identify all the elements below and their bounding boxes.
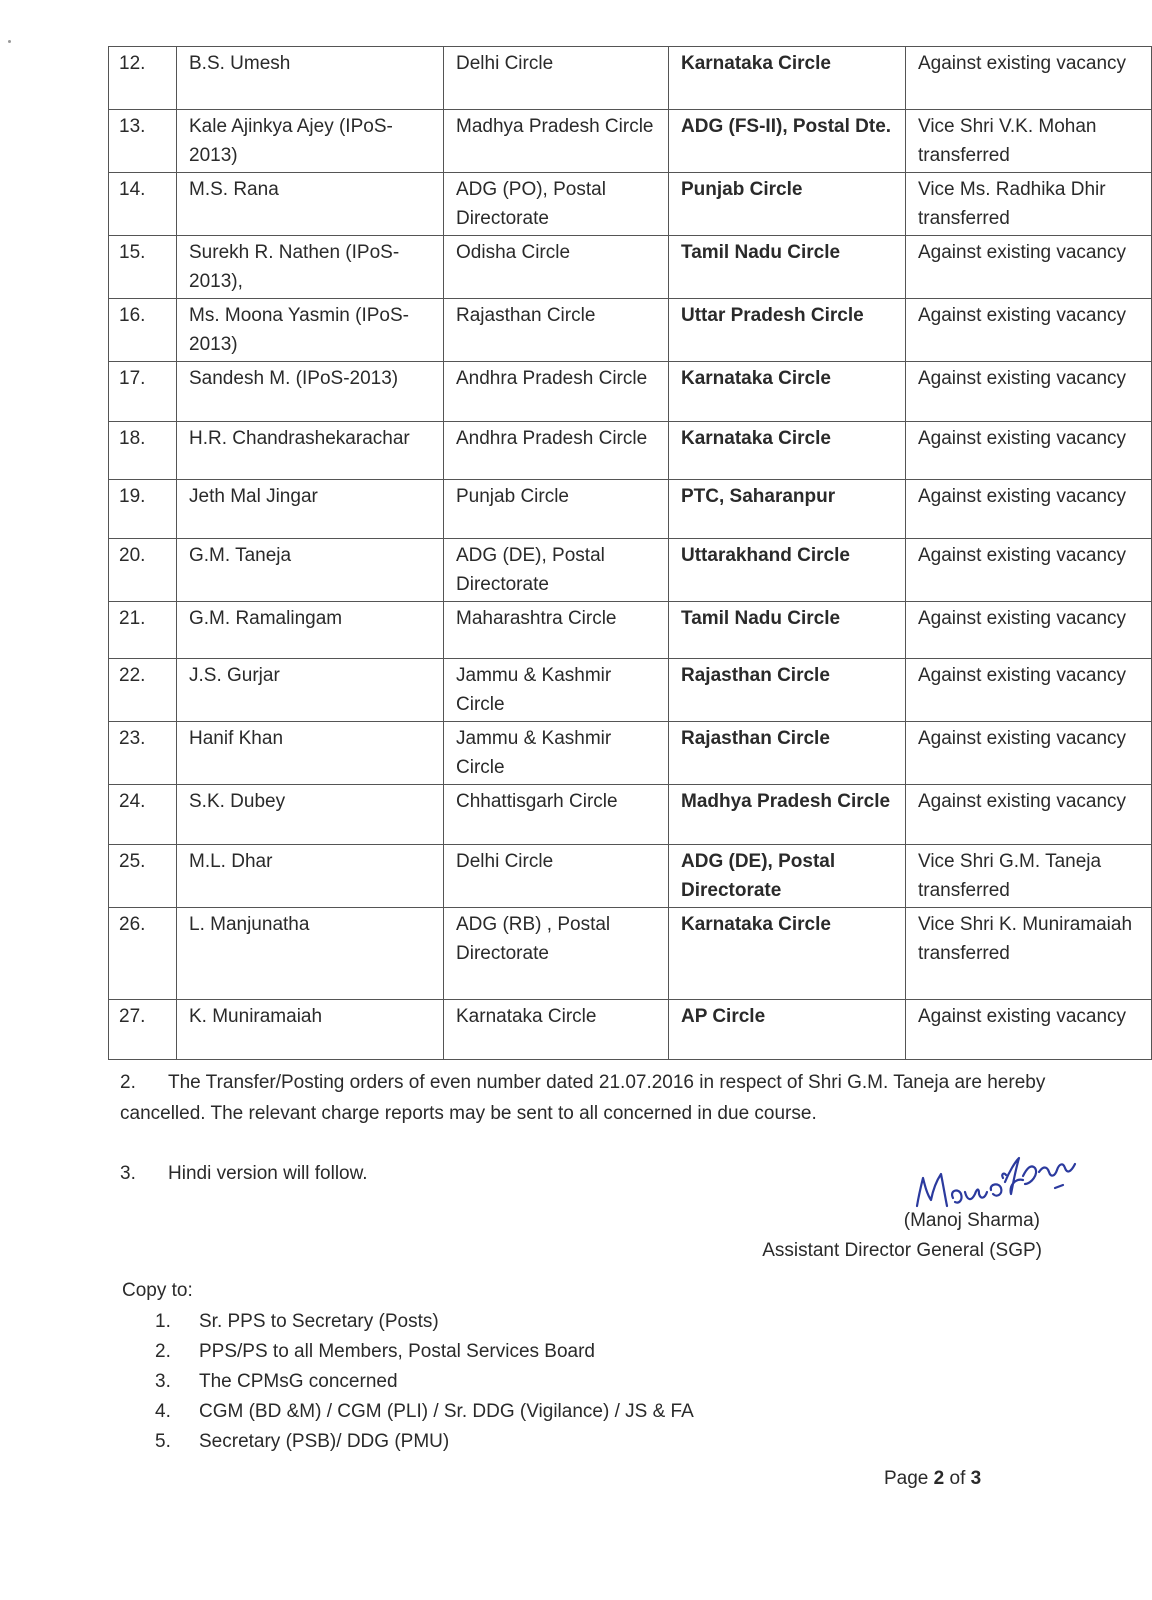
copy-to-number: 4. [155, 1401, 171, 1422]
table-row [109, 602, 1152, 659]
remarks-cell: Against existing vacancy [906, 722, 1152, 785]
officer-name-cell: G.M. Ramalingam [177, 602, 444, 659]
posted-to-cell: ADG (DE), Postal Directorate [669, 845, 906, 908]
from-circle-cell: ADG (PO), Postal Directorate [444, 173, 669, 236]
officer-name-cell: Hanif Khan [177, 722, 444, 785]
copy-to-item [155, 1427, 694, 1457]
posted-to-cell: AP Circle [669, 1000, 906, 1060]
copy-to-number: 5. [155, 1431, 171, 1452]
from-circle-cell: Rajasthan Circle [444, 299, 669, 362]
table-row [109, 539, 1152, 602]
page-label: Page [884, 1468, 934, 1489]
serial-number-cell: 27. [109, 1000, 177, 1060]
from-circle-cell: Jammu & Kashmir Circle [444, 722, 669, 785]
serial-number-cell: 25. [109, 845, 177, 908]
paragraph-number: 3. [120, 1163, 136, 1184]
serial-number-cell: 19. [109, 480, 177, 539]
serial-number-cell: 22. [109, 659, 177, 722]
signer-title: Assistant Director General (SGP) [762, 1240, 1042, 1261]
posted-to-cell: Punjab Circle [669, 173, 906, 236]
table-row [109, 845, 1152, 908]
officer-name-cell: L. Manjunatha [177, 908, 444, 1000]
remarks-cell: Vice Shri K. Muniramaiah transferred [906, 908, 1152, 1000]
copy-to-item [155, 1367, 694, 1397]
posted-to-cell: ADG (FS-II), Postal Dte. [669, 110, 906, 173]
officer-name-cell: G.M. Taneja [177, 539, 444, 602]
transfer-table [108, 46, 1152, 1060]
serial-number-cell: 21. [109, 602, 177, 659]
from-circle-cell: Maharashtra Circle [444, 602, 669, 659]
serial-number-cell: 26. [109, 908, 177, 1000]
from-circle-cell: ADG (RB) , Postal Directorate [444, 908, 669, 1000]
table-row [109, 173, 1152, 236]
officer-name-cell: S.K. Dubey [177, 785, 444, 845]
from-circle-cell: Andhra Pradesh Circle [444, 422, 669, 480]
paragraph-text: Hindi version will follow. [168, 1163, 368, 1184]
officer-name-cell: J.S. Gurjar [177, 659, 444, 722]
copy-to-item [155, 1307, 694, 1337]
officer-name-cell: Kale Ajinkya Ajey (IPoS-2013) [177, 110, 444, 173]
posted-to-cell: Madhya Pradesh Circle [669, 785, 906, 845]
remarks-cell: Against existing vacancy [906, 659, 1152, 722]
serial-number-cell: 14. [109, 173, 177, 236]
paragraph-2 [120, 1067, 1050, 1129]
from-circle-cell: Punjab Circle [444, 480, 669, 539]
copy-to-number: 3. [155, 1371, 171, 1392]
remarks-cell: Against existing vacancy [906, 539, 1152, 602]
serial-number-cell: 13. [109, 110, 177, 173]
copy-to-number: 1. [155, 1311, 171, 1332]
remarks-cell: Against existing vacancy [906, 236, 1152, 299]
table-row [109, 722, 1152, 785]
from-circle-cell: Delhi Circle [444, 47, 669, 110]
remarks-cell: Vice Shri V.K. Mohan transferred [906, 110, 1152, 173]
signer-name: (Manoj Sharma) [903, 1210, 1040, 1231]
remarks-cell: Vice Ms. Radhika Dhir transferred [906, 173, 1152, 236]
table-row [109, 1000, 1152, 1060]
copy-to-text: CGM (BD &M) / CGM (PLI) / Sr. DDG (Vigilance) / JS & FA [199, 1401, 694, 1422]
table-row [109, 299, 1152, 362]
copy-to-list [155, 1307, 694, 1457]
serial-number-cell: 24. [109, 785, 177, 845]
remarks-cell: Against existing vacancy [906, 1000, 1152, 1060]
copy-to-text: Sr. PPS to Secretary (Posts) [199, 1311, 439, 1332]
table-row [109, 659, 1152, 722]
table-row [109, 908, 1152, 1000]
handwritten-signature [905, 1128, 1085, 1223]
posted-to-cell: Karnataka Circle [669, 908, 906, 1000]
serial-number-cell: 18. [109, 422, 177, 480]
posted-to-cell: Rajasthan Circle [669, 722, 906, 785]
remarks-cell: Against existing vacancy [906, 47, 1152, 110]
copy-to-text: The CPMsG concerned [199, 1371, 398, 1392]
copy-to-text: PPS/PS to all Members, Postal Services Board [199, 1341, 595, 1362]
serial-number-cell: 23. [109, 722, 177, 785]
table-row [109, 110, 1152, 173]
serial-number-cell: 16. [109, 299, 177, 362]
scan-mark [8, 40, 11, 43]
table-row [109, 47, 1152, 110]
officer-name-cell: M.S. Rana [177, 173, 444, 236]
officer-name-cell: Sandesh M. (IPoS-2013) [177, 362, 444, 422]
posted-to-cell: PTC, Saharanpur [669, 480, 906, 539]
copy-to-item [155, 1337, 694, 1367]
table-row [109, 236, 1152, 299]
remarks-cell: Against existing vacancy [906, 602, 1152, 659]
paragraph-text: The Transfer/Posting orders of even number dated 21.07.2016 in respect of Shri G.M. Taneja are hereby cancelled. The relevant charge reports may be sent to all concerned in due course. [120, 1072, 1046, 1124]
from-circle-cell: ADG (DE), Postal Directorate [444, 539, 669, 602]
from-circle-cell: Delhi Circle [444, 845, 669, 908]
paragraph-3 [120, 1158, 720, 1189]
table-row [109, 422, 1152, 480]
page-number [884, 1468, 981, 1490]
table-row [109, 480, 1152, 539]
from-circle-cell: Andhra Pradesh Circle [444, 362, 669, 422]
page-of: of [944, 1468, 971, 1489]
officer-name-cell: M.L. Dhar [177, 845, 444, 908]
officer-name-cell: Surekh R. Nathen (IPoS-2013), [177, 236, 444, 299]
from-circle-cell: Madhya Pradesh Circle [444, 110, 669, 173]
remarks-cell: Vice Shri G.M. Taneja transferred [906, 845, 1152, 908]
remarks-cell: Against existing vacancy [906, 299, 1152, 362]
serial-number-cell: 12. [109, 47, 177, 110]
posted-to-cell: Rajasthan Circle [669, 659, 906, 722]
copy-to-item [155, 1397, 694, 1427]
officer-name-cell: B.S. Umesh [177, 47, 444, 110]
table-row [109, 785, 1152, 845]
posted-to-cell: Karnataka Circle [669, 422, 906, 480]
officer-name-cell: Jeth Mal Jingar [177, 480, 444, 539]
remarks-cell: Against existing vacancy [906, 480, 1152, 539]
serial-number-cell: 15. [109, 236, 177, 299]
officer-name-cell: Ms. Moona Yasmin (IPoS-2013) [177, 299, 444, 362]
officer-name-cell: K. Muniramaiah [177, 1000, 444, 1060]
copy-to-text: Secretary (PSB)/ DDG (PMU) [199, 1431, 450, 1452]
page-current: 2 [933, 1468, 945, 1489]
posted-to-cell: Uttar Pradesh Circle [669, 299, 906, 362]
officer-name-cell: H.R. Chandrashekarachar [177, 422, 444, 480]
table-row [109, 362, 1152, 422]
posted-to-cell: Tamil Nadu Circle [669, 236, 906, 299]
copy-to-number: 2. [155, 1341, 171, 1362]
posted-to-cell: Karnataka Circle [669, 362, 906, 422]
posted-to-cell: Tamil Nadu Circle [669, 602, 906, 659]
remarks-cell: Against existing vacancy [906, 785, 1152, 845]
serial-number-cell: 17. [109, 362, 177, 422]
from-circle-cell: Karnataka Circle [444, 1000, 669, 1060]
page-total: 3 [970, 1468, 982, 1489]
serial-number-cell: 20. [109, 539, 177, 602]
posted-to-cell: Karnataka Circle [669, 47, 906, 110]
remarks-cell: Against existing vacancy [906, 422, 1152, 480]
copy-to-heading: Copy to: [122, 1280, 193, 1301]
paragraph-number: 2. [120, 1072, 136, 1093]
from-circle-cell: Jammu & Kashmir Circle [444, 659, 669, 722]
from-circle-cell: Odisha Circle [444, 236, 669, 299]
posted-to-cell: Uttarakhand Circle [669, 539, 906, 602]
remarks-cell: Against existing vacancy [906, 362, 1152, 422]
from-circle-cell: Chhattisgarh Circle [444, 785, 669, 845]
